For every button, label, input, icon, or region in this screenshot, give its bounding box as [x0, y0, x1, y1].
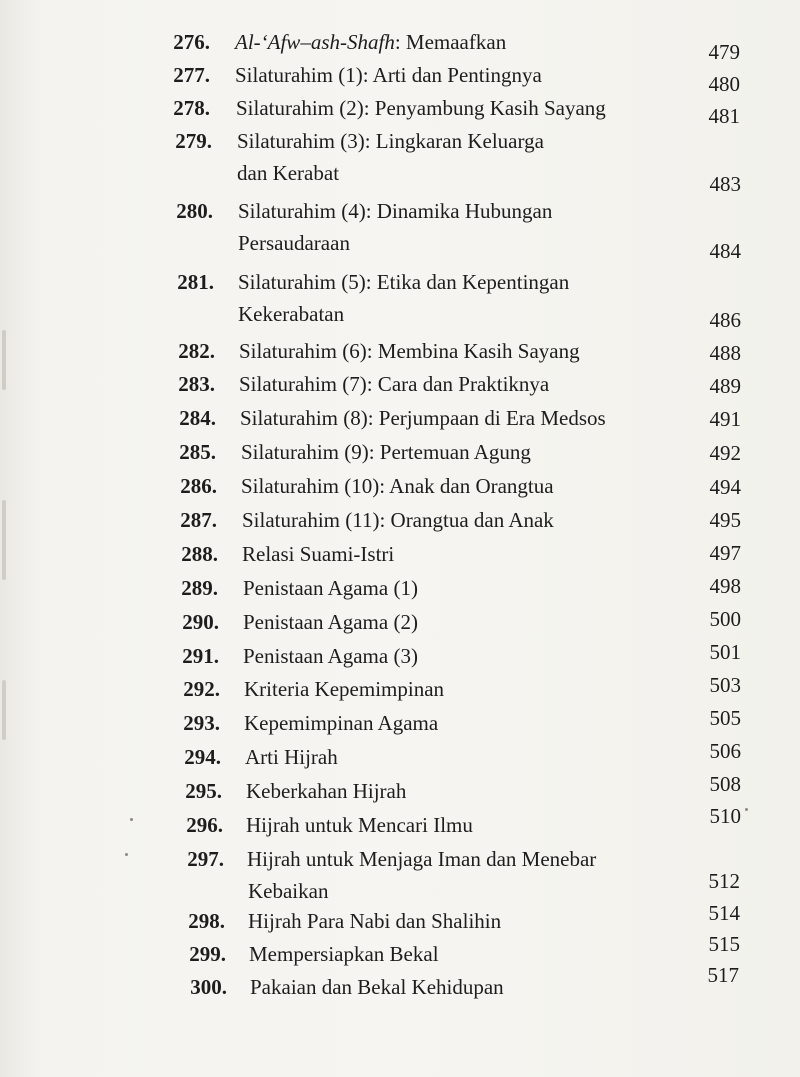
entry-number: 295.	[185, 779, 222, 803]
entry-title: Kriteria Kepemimpinan	[244, 677, 445, 701]
entry-page-number: 517	[707, 963, 739, 987]
entry-number: 288.	[181, 542, 218, 566]
entry-page-number: 488	[709, 341, 741, 365]
entry-number: 278.	[173, 96, 210, 120]
entry-title: Mempersiapkan Bekal	[249, 942, 439, 966]
entry-title: Silaturahim (3): Lingkaran Keluarga	[237, 129, 544, 153]
entry-page-number: 492	[709, 441, 741, 465]
entry-page-number: 501	[709, 640, 741, 664]
entry-title: Arti Hijrah	[245, 745, 338, 769]
entry-number: 285.	[179, 440, 216, 464]
entry-number: 297.	[187, 847, 224, 871]
entry-page-number: 508	[709, 772, 741, 796]
entry-title: Relasi Suami-Istri	[242, 542, 395, 566]
entry-page-number: 515	[708, 932, 740, 956]
entry-number: 300.	[190, 975, 227, 999]
entry-page-number: 510	[709, 804, 741, 828]
entry-title-continuation: Persaudaraan	[238, 231, 350, 255]
entry-title: Silaturahim (11): Orangtua dan Anak	[242, 508, 554, 532]
entry-number: 281.	[177, 270, 214, 294]
entry-number: 290.	[182, 610, 219, 634]
entry-number: 294.	[184, 745, 221, 769]
entry-number: 276.	[173, 30, 210, 54]
entry-page-number: 506	[709, 739, 741, 763]
entry-number: 279.	[175, 129, 212, 153]
entry-title: Penistaan Agama (3)	[243, 644, 418, 668]
entry-title: Penistaan Agama (2)	[243, 610, 418, 634]
entry-title: Silaturahim (10): Anak dan Orangtua	[241, 474, 554, 498]
entry-page-number: 505	[709, 706, 741, 730]
entry-page-number: 483	[709, 172, 741, 196]
entry-number: 284.	[179, 406, 216, 430]
entry-page-number: 480	[708, 72, 740, 96]
entry-title: Silaturahim (9): Pertemuan Agung	[241, 440, 531, 464]
entry-title-italic: Al-‘Afw–ash-Shafh	[235, 30, 395, 54]
entry-title: Penistaan Agama (1)	[243, 576, 418, 600]
entry-page-number: 491	[709, 407, 741, 431]
entry-title: Silaturahim (4): Dinamika Hubungan	[238, 199, 553, 223]
entry-number: 291.	[182, 644, 219, 668]
entry-page-number: 489	[709, 374, 741, 398]
entry-number: 296.	[186, 813, 223, 837]
entry-title: Hijrah Para Nabi dan Shalihin	[248, 909, 502, 933]
entry-page-number: 498	[709, 574, 741, 598]
entry-title: Hijrah untuk Mencari Ilmu	[246, 813, 473, 837]
entry-page-number: 479	[708, 40, 740, 64]
entry-number: 293.	[183, 711, 220, 735]
entry-title: Hijrah untuk Menjaga Iman dan Menebar	[247, 847, 597, 871]
entry-page-number: 497	[709, 541, 741, 565]
entry-title: Pakaian dan Bekal Kehidupan	[250, 975, 504, 999]
entry-title: Silaturahim (2): Penyambung Kasih Sayang	[236, 96, 606, 120]
entry-number: 280.	[176, 199, 213, 223]
entry-number: 282.	[178, 339, 215, 363]
entry-number: 298.	[188, 909, 225, 933]
entry-number: 299.	[189, 942, 226, 966]
entry-page-number: 514	[708, 901, 740, 925]
entry-page-number: 503	[709, 673, 741, 697]
entry-page-number: 495	[709, 508, 741, 532]
entry-page-number: 500	[709, 607, 741, 631]
entry-title: Silaturahim (8): Perjumpaan di Era Medsos	[240, 406, 606, 430]
entry-number: 289.	[181, 576, 218, 600]
entry-title: Silaturahim (5): Etika dan Kepentingan	[238, 270, 570, 294]
entry-page-number: 484	[709, 239, 741, 263]
entry-title-continuation: dan Kerabat	[237, 161, 340, 185]
entry-title: Keberkahan Hijrah	[246, 779, 407, 803]
entry-title: Silaturahim (7): Cara dan Praktiknya	[239, 372, 550, 396]
entry-number: 277.	[173, 63, 210, 87]
entry-title: Silaturahim (1): Arti dan Pentingnya	[235, 63, 542, 87]
entry-title: Silaturahim (6): Membina Kasih Sayang	[239, 339, 580, 363]
entry-number: 283.	[178, 372, 215, 396]
entry-number: 287.	[180, 508, 217, 532]
entry-title-continuation: Kebaikan	[248, 879, 329, 903]
entry-title	[235, 30, 506, 55]
entry-page-number: 494	[709, 475, 741, 499]
entry-title-rest: : Memaafkan	[394, 30, 507, 54]
entry-page-number: 481	[708, 104, 740, 128]
entry-number: 292.	[183, 677, 220, 701]
entry-title-continuation: Kekerabatan	[238, 302, 345, 326]
entry-number: 286.	[180, 474, 217, 498]
entry-page-number: 512	[708, 869, 740, 893]
entry-title: Kepemimpinan Agama	[244, 711, 439, 735]
entry-page-number: 486	[709, 308, 741, 332]
